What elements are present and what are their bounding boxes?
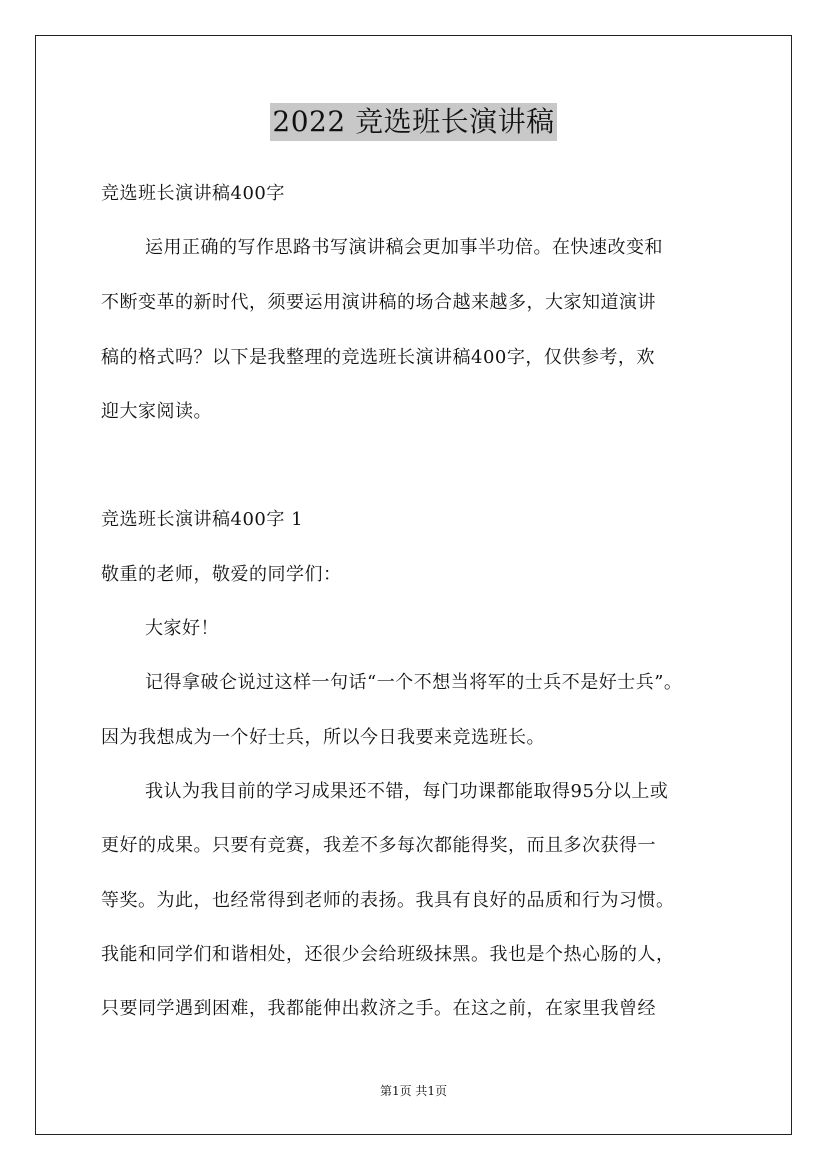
body-line: 等奖。为此，也经常得到老师的表扬。我具有良好的品质和行为习惯。 <box>101 890 675 911</box>
body-line: 更好的成果。只要有竞赛，我差不多每次都能得奖，而且多次获得一 <box>101 835 656 856</box>
body-line: 只要同学遇到困难，我都能伸出救济之手。在这之前，在家里我曾经 <box>101 998 656 1019</box>
body-line: 不断变革的新时代，须要运用演讲稿的场合越来越多，大家知道演讲 <box>101 292 656 313</box>
page-footer: 第1页 共1页 <box>379 1084 448 1098</box>
greeting-line: 大家好！ <box>145 618 219 639</box>
body-line: 运用正确的写作思路书写演讲稿会更加事半功倍。在快速改变和 <box>145 237 663 258</box>
section-heading: 竞选班长演讲稿400字 1 <box>101 509 304 530</box>
body-line: 因为我想成为一个好士兵，所以今日我要来竞选班长。 <box>101 727 545 748</box>
salutation-line: 敬重的老师，敬爱的同学们： <box>101 564 342 585</box>
body-line: 稿的格式吗？以下是我整理的竞选班长演讲稿400字，仅供参考，欢 <box>101 347 655 368</box>
subtitle-line: 竞选班长演讲稿400字 <box>101 183 285 204</box>
body-line: 我能和同学们和谐相处，还很少会给班级抹黑。我也是个热心肠的人， <box>101 944 675 965</box>
body-line: 迎大家阅读。 <box>101 401 212 422</box>
body-line: 我认为我目前的学习成果还不错，每门功课都能取得95分以上或 <box>145 781 669 802</box>
title-container <box>0 103 827 141</box>
document-title: 2022 竞选班长演讲稿 <box>270 103 556 141</box>
body-line: 记得拿破仑说过这样一句话“一个不想当将军的士兵不是好士兵”。 <box>145 672 683 693</box>
